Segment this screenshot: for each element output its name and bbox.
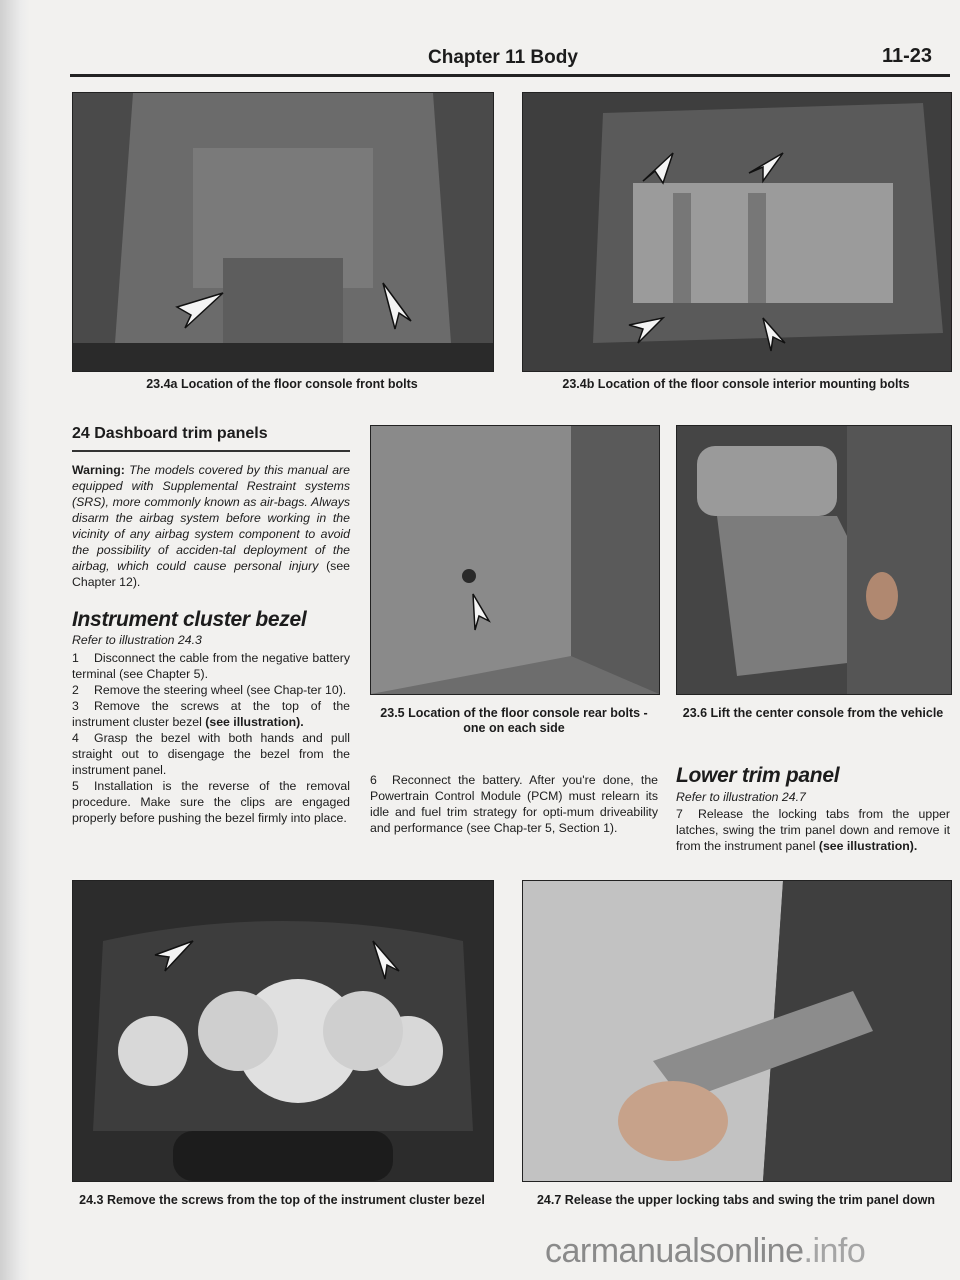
- watermark-brand: carmanualsonline: [545, 1232, 804, 1270]
- step: 5 Installation is the reverse of the removal procedure. Make sure the clips are engaged properly before pushing the bezel firmly into place.: [72, 779, 350, 825]
- photo-23-6: [676, 425, 952, 695]
- bezel-steps: [72, 650, 350, 826]
- page-number: 11-23: [881, 45, 932, 67]
- header-rule: [70, 74, 950, 77]
- photo-23-5: [370, 425, 660, 695]
- section-rule: [72, 450, 350, 452]
- warning-tail: (see Chapter 12).: [72, 559, 350, 589]
- photo-23-4a: [72, 92, 494, 372]
- caption-24-3: 24.3 Remove the screws from the top of the instrument cluster bezel: [79, 1193, 485, 1207]
- warning-label: Warning:: [72, 463, 125, 477]
- watermark-tld: .info: [803, 1232, 866, 1270]
- subsection-title-bezel: Instrument cluster bezel: [72, 608, 307, 631]
- step: 3 Remove the screws at the top of the instrument cluster bezel (see illustration).: [72, 699, 350, 729]
- page-title: Chapter 11 Body: [428, 47, 578, 68]
- caption-24-7: 24.7 Release the upper locking tabs and swing the trim panel down: [536, 1193, 935, 1207]
- warning-text: The models covered by this manual are equipped with Supplemental Restraint systems (SRS), more commonly known as air-bags. Always disarm the airbag system before working in the vicinity of any airbag system component to avoid the possibility of acciden-tal deployment of the airbag, which could cause personal injury: [72, 463, 350, 573]
- caption-23-6: 23.6 Lift the center console from the vehicle: [682, 706, 944, 720]
- photo-24-7: [522, 880, 952, 1182]
- caption-23-5: 23.5 Location of the floor console rear bolts - one on each side: [380, 706, 648, 735]
- refer-bezel: Refer to illustration 24.3: [72, 633, 202, 647]
- step: 2 Remove the steering wheel (see Chap-ter 10).: [72, 683, 347, 697]
- caption-23-4a: 23.4a Location of the floor console front bolts: [146, 377, 418, 391]
- photo-24-3: [72, 880, 494, 1182]
- caption-23-4b: 23.4b Location of the floor console interior mounting bolts: [562, 377, 910, 391]
- step: 4 Grasp the bezel with both hands and pull straight out to disengage the bezel from the instrument panel.: [72, 731, 350, 777]
- section-heading: 24 Dashboard trim panels: [72, 425, 268, 442]
- step-6: 6 Reconnect the battery. After you're done, the Powertrain Control Module (PCM) must relearn its idle and fuel trim strategy for opti-mum driveability and performance (see Chap-ter 5, Section 1).: [370, 773, 658, 835]
- subsection-title-lower: Lower trim panel: [676, 764, 840, 787]
- refer-lower: Refer to illustration 24.7: [676, 790, 806, 804]
- warning-paragraph: [72, 462, 350, 590]
- watermark: [545, 1232, 865, 1271]
- step-7: 7 Release the locking tabs from the upper latches, swing the trim panel down and remove it from the instrument panel (see illustration).: [676, 807, 950, 853]
- photo-23-4b: [522, 92, 952, 372]
- step: 1 Disconnect the cable from the negative battery terminal (see Chapter 5).: [72, 651, 350, 681]
- binding-shadow: [0, 0, 30, 1280]
